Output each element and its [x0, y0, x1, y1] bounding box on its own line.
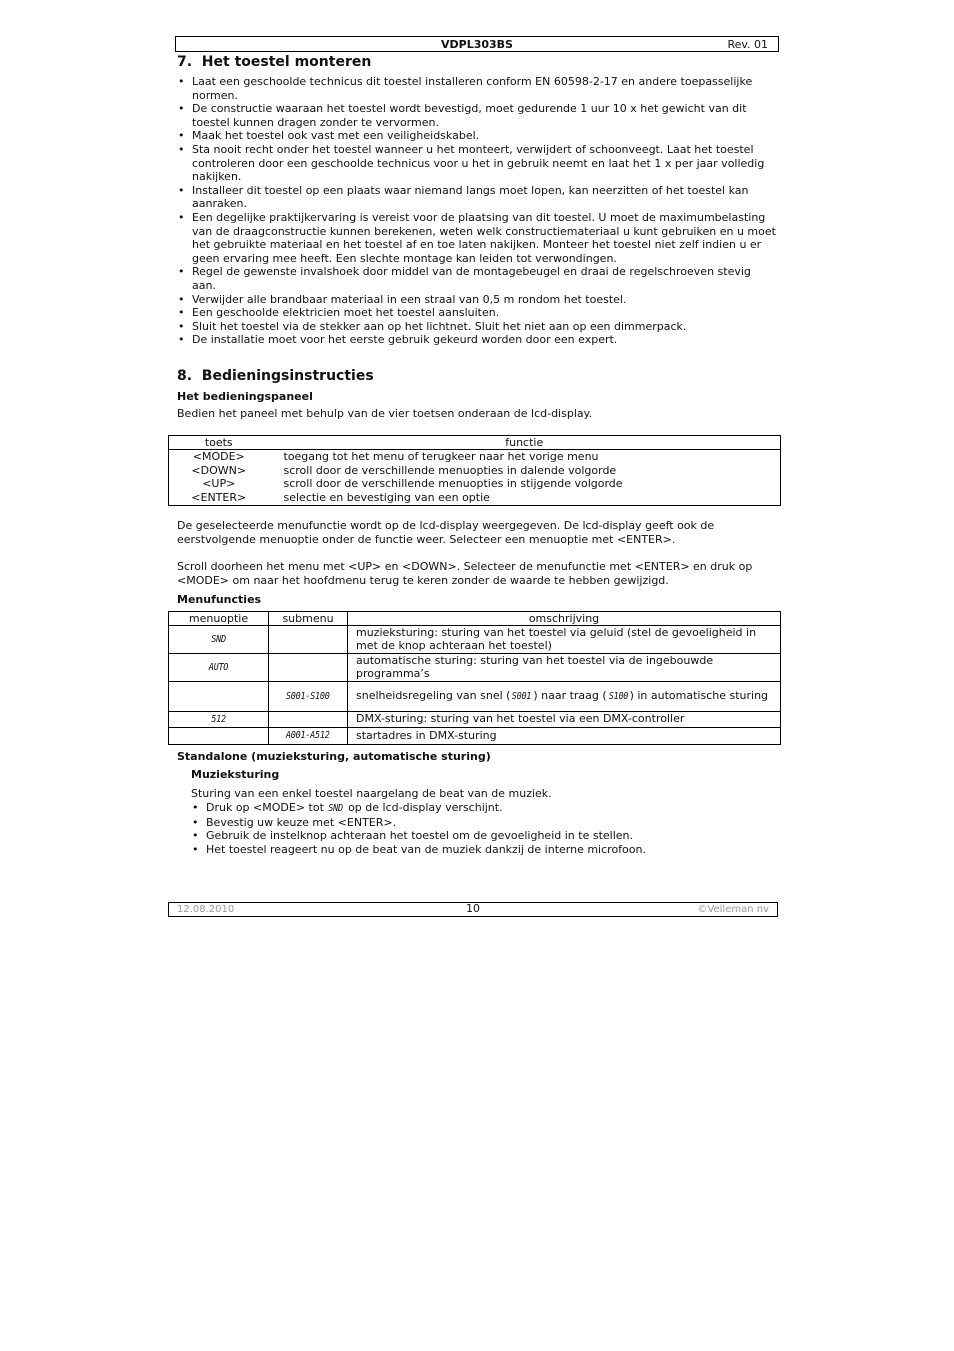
menu-functions-heading: Menufuncties: [177, 593, 262, 606]
list-item: • Sta nooit recht onder het toestel wanneer u het monteert, verwijdert of schoonveegt. Laat het toestel controleren door een geschoolde technicus voor u het in gebruik neemt en laat het 1 x per jaar volledig nakijken.: [178, 142, 765, 184]
lcd-option-dmx: 512: [211, 713, 226, 725]
lcd-speed-fast: S001: [512, 690, 532, 702]
music-control-heading: Muzieksturing: [191, 768, 280, 781]
footer-copyright: ©Velleman nv: [697, 904, 769, 915]
list-item: • Het toestel reageert nu op de beat van de muziek dankzij de interne microfoon.: [192, 842, 646, 856]
lcd-submenu-speed: S001-S100: [286, 690, 330, 702]
menu-functions-table: [168, 611, 781, 745]
model-number: VDPL303BS: [441, 38, 513, 51]
table-row: S001-S100 snelheidsregeling van snel ( S001 ) naar traag ( S100 ) in automatische sturing: [169, 682, 781, 712]
menu-header-option: menuoptie: [169, 612, 269, 626]
table-row: A001-A512 startadres in DMX-sturing: [169, 728, 781, 745]
table-row: <DOWN> scroll door de verschillende menuopties in dalende volgorde: [169, 464, 781, 478]
list-item: • Gebruik de instelknop achteraan het toestel om de gevoeligheid in te stellen.: [192, 829, 633, 843]
list-item: • Laat een geschoolde technicus dit toestel installeren conform EN 60598-2-17 en andere toepasselijke normen.: [178, 75, 753, 102]
table-row: 512 DMX-sturing: sturing van het toestel via een DMX-controller: [169, 712, 781, 728]
lcd-speed-slow: S100: [608, 690, 628, 702]
music-control-intro: Sturing van een enkel toestel naargelang de beat van de muziek.: [191, 787, 552, 800]
table-row: <UP> scroll door de verschillende menuopties in stijgende volgorde: [169, 477, 781, 491]
table-row: AUTO automatische sturing: sturing van het toestel via de ingebouwde programma’s: [169, 654, 781, 682]
page-number: 10: [466, 902, 480, 915]
footer-date: 12.08.2010: [177, 904, 235, 915]
control-panel-intro: Bedien het paneel met behulp van de vier toetsen onderaan de lcd-display.: [177, 407, 593, 420]
list-item: • De installatie moet voor het eerste gebruik gekeurd worden door een expert.: [178, 333, 618, 347]
list-item: • De constructie waaraan het toestel wordt bevestigd, moet gedurende 1 uur 10 x het gewicht van dit toestel kunnen dragen zonder te vervormen.: [178, 102, 747, 129]
mounting-bullet-list: [177, 75, 777, 347]
lcd-option-snd: SND: [328, 803, 344, 814]
list-item: • Bevestig uw keuze met <ENTER>.: [192, 815, 397, 829]
list-item: • Maak het toestel ook vast met een veiligheidskabel.: [178, 129, 480, 143]
page-footer: [168, 902, 778, 917]
music-control-steps: [191, 801, 777, 856]
page-header: [175, 36, 779, 52]
table-row: <ENTER> selectie en bevestiging van een optie: [169, 491, 781, 505]
list-item: • Sluit het toestel via de stekker aan op het lichtnet. Sluit het niet aan op een dimmerpack.: [178, 319, 687, 333]
menu-navigation-paragraph: Scroll doorheen het menu met <UP> en <DOWN>. Selecteer de menufunctie met <ENTER> en druk op <MODE> om naar het hoofdmenu terug te keren zonder de waarde te hebben gewijzigd.: [177, 560, 753, 587]
keys-header-function: functie: [269, 436, 781, 450]
section-7-title: 7. Het toestel monteren: [177, 54, 372, 70]
list-item: • Een geschoolde elektricien moet het toestel aansluiten.: [178, 306, 500, 320]
lcd-option-auto: AUTO: [208, 661, 229, 673]
revision-label: Rev. 01: [727, 38, 768, 51]
table-row: <MODE> toegang tot het menu of terugkeer naar het vorige menu: [169, 450, 781, 464]
lcd-option-snd: SND: [211, 633, 226, 645]
control-panel-heading: Het bedieningspaneel: [177, 390, 313, 403]
list-item: • Regel de gewenste invalshoek door middel van de montagebeugel en draai de regelschroeven stevig aan.: [178, 265, 751, 292]
standalone-heading: Standalone (muzieksturing, automatische sturing): [177, 750, 491, 763]
list-item: • Verwijder alle brandbaar materiaal in een straal van 0,5 m rondom het toestel.: [178, 292, 627, 306]
list-item: • Druk op <MODE> tot SND op de lcd-display verschijnt.: [192, 801, 503, 814]
menu-header-description: omschrijving: [348, 612, 781, 626]
menu-display-paragraph: De geselecteerde menufunctie wordt op de lcd-display weergegeven. De lcd-display geeft ook de eerstvolgende menuoptie onder de functie weer. Selecteer een menuoptie met <ENTER>.: [177, 519, 715, 546]
list-item: • Installeer dit toestel op een plaats waar niemand langs moet lopen, kan neerzitten of het toestel kan aanraken.: [178, 183, 749, 211]
keys-table: [168, 435, 781, 506]
list-item: • Een degelijke praktijkervaring is vereist voor de plaatsing van dit toestel. U moet de maximumbelasting van de draagconstructie kunnen berekenen, weten welk constructiemateriaal u kunt gebruiken en u moet het gebruikte materiaal en het toestel af en toe laten nakijken. Monteer het toestel niet zelf indien u er geen ervaring mee heeft. Een slechte montage kan leiden tot verwondingen.: [178, 210, 776, 265]
lcd-submenu-address: A001-A512: [286, 730, 330, 742]
keys-header-key: toets: [169, 436, 269, 450]
section-8-title: 8. Bedieningsinstructies: [177, 368, 374, 384]
menu-header-submenu: submenu: [269, 612, 348, 626]
table-row: SND muzieksturing: sturing van het toestel via geluid (stel de gevoeligheid in met de knop achteraan het toestel): [169, 626, 781, 654]
